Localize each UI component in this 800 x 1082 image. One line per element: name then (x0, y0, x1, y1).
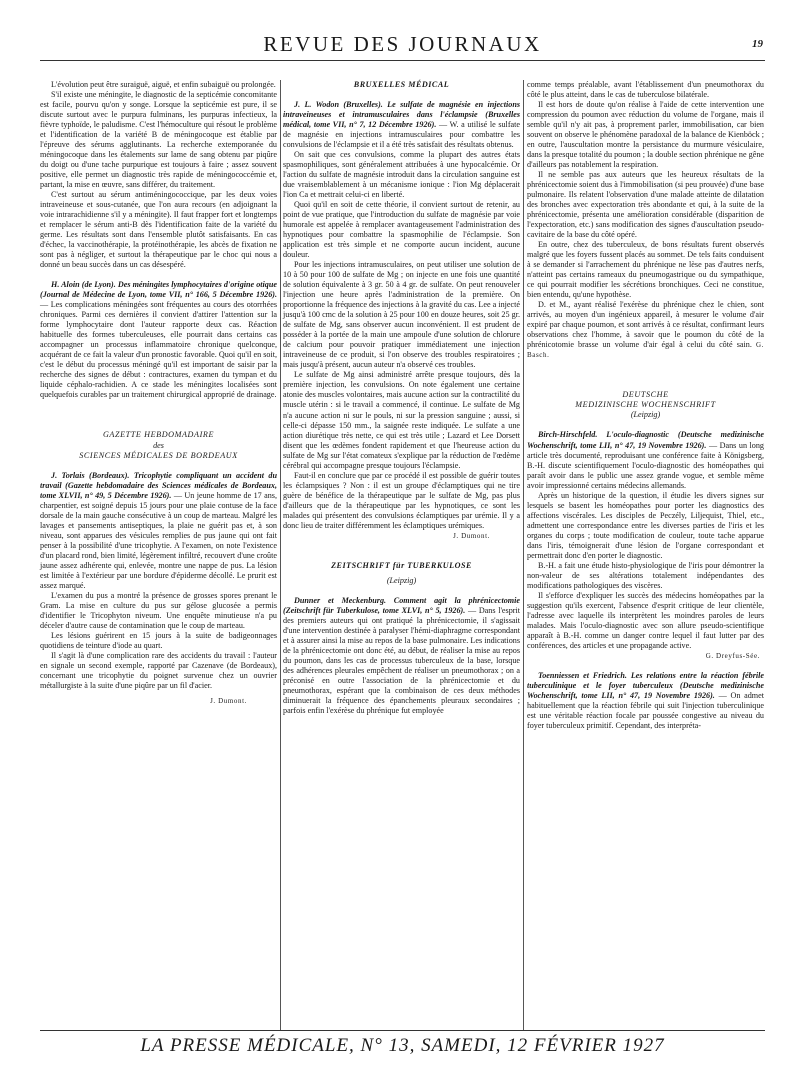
page-footer (40, 1030, 765, 1059)
paragraph: Il s'efforce d'expliquer les succès des médecins homéopathes par la suggestion qu'ils exercent, l'absence d'esprit critique de leur clientèle, l'adresse avec laquelle ils interprètent les moindres paroles de leurs malades. Mais l'oculo-diagnostic avec son allure pseudo-scientifique apparaît à B.-H. comme un danger contre lequel il faut lutter par des conférences, des articles et une propagande active. (527, 590, 764, 650)
article-entry (283, 100, 520, 150)
article-heading: Toenniessen et Friedrich. Les relations entre la réaction fébrile tuberculinique et le foyer tuberculeux (Deutsche medizinische Wochenschrift, tome LII, n° 47, 19 Novembre 1926). (527, 670, 764, 700)
journal-subheading: SCIENCES MÉDICALES DE BORDEAUX (79, 450, 238, 460)
article-entry (527, 430, 764, 490)
article-body: — Les complications méningées sont fréquentes au cours des otorrhées chroniques. Parmi ces dernières il convient d'attirer l'attention sur la forme lymphocytaire dont l'auteur rapporte deux cas. Réaction habituelle des formes tuberculeuses, elle pourrait dans certains cas accompagner un processus inflammatoire chronique quelconque, acquérant de ce fait la valeur d'un pronostic favorable. Quoi qu'il en soit, c'est le début du processus méningé qu'il est important de saisir par la recherche des signes de début : contractures, examen du tympan et du liquide céphalo-rachidien. A ce stade les méningites localisées sont quelquefois curables par un traitement chirurgical approprié de drainage. (40, 300, 277, 400)
article-entry (40, 280, 277, 400)
paragraph: Après un historique de la question, il étudie les divers signes sur lesquels se basent les homéopathes pour porter les diagnostics des affections viscérales. Les disciples de Peczély, Liljequist, Thiel, etc., admettent une correspondance entre les diverses parties de l'iris et les organes du corps ; toute modification de couleur, toute tache apparue dans l'iris, témoignerait d'une lésion de l'organe correspondant et permettrait donc d'en porter le diagnostic. (527, 490, 764, 560)
paragraph: Il ne semble pas aux auteurs que les heureux résultats de la phrénicectomie soient dus à l'immobilisation (si peu prouvée) d'une base pulmonaire. Ils relatent l'observation d'une malade atteinte de dilatation des bronches avec expectoration très abondante et qui, à la suite de la phrénicectomie, présenta une amélioration considérable (disparition de l'expectoration, etc.) sans modification des signes d'auscultation pseudo-cavitaire de la base du côté opéré. (527, 170, 764, 240)
page-number: 19 (752, 38, 763, 50)
signature: J. Dumont. (210, 696, 247, 705)
paragraph (527, 300, 764, 360)
article-heading: Dunner et Meckenburg. Comment agit la phrénicectomie (Zeitschrift für Tuberkulose, tome XLVI, n° 5, 1926). (283, 595, 520, 615)
paragraph: C'est surtout au sérum antiméningococcique, par les deux voies intraveineuse et sous-cutanée, que l'on aura recours (en adjoignant la voie intrarachidienne s'il y a méningite). Il faut frapper fort et longtemps et remplacer le sérum anti-B dès l'identification faite de la variété du germe. Les résultats sont dans l'ensemble plutôt satisfaisants. En cas d'échec, la vaccinothérapie, la protéinothérapie, les abcès de fixation ne sont pas à négliger, et surtout la thérapeutique par le choc qui nous a donné un beau succès dans un cas désespéré. (40, 190, 277, 270)
paragraph: Faut-il en conclure que par ce procédé il est possible de guérir toutes les éclampsiques ? Non : il est un groupe d'éclamptiques qui ne tire guère de bénéfice de la thérapeutique par le sulfate de Mg, pas plus d'ailleurs que de la thérapeutique par les hypnotiques, ce sont les malades qui présentent des convulsions éclamptiques par urémie. Il y a donc lieu de traiter différemment les éclamptiques urémiques. (283, 470, 520, 530)
article-entry (40, 471, 277, 591)
journal-heading: DEUTSCHE (622, 390, 669, 400)
column-right (527, 80, 764, 731)
column-divider (523, 80, 524, 1030)
journal-title: REVUE DES JOURNAUX (263, 32, 542, 56)
article-entry (283, 596, 520, 716)
paragraph: Quoi qu'il en soit de cette théorie, il convient surtout de retenir, au point de vue pratique, que l'introduction du sulfate de magnésie par voie humorale est appelée à remplacer avantageusement l'administration des hypnotiques pour combattre la spasmophilie de l'éclampsie. Son application est très simple et ne comporte aucun incident, aucune douleur. (283, 200, 520, 260)
journal-city: (Leipzig) (630, 410, 661, 420)
page-header (40, 30, 765, 61)
article-body: — Un jeune homme de 17 ans, charpentier, est soigné depuis 15 jours pour une plaie contuse de la face dorsale de la main gauche consécutive à un coup de marteau. Malgré les lavages et pansements antiseptiques, la plaie ne guérit pas et, à son niveau, sont apparues des vésicules remplies de pus jaune qui ont fait penser à la possibilité d'une tricophytie. A l'examen, on note l'existence d'un placard rond, bien limité, légèrement infiltré, recouvert d'une croûte jaune assez adhérente qui, enlevée, montre une nappe de pus. La lésion est limitée à l'extérieur par une bordure d'épiderme décollé. Le prurit est assez marqué. (40, 490, 277, 590)
journal-heading: GAZETTE HEBDOMADAIRE (102, 430, 215, 440)
column-divider (280, 80, 281, 1030)
signature: G. Dreyfus-Sée. (705, 651, 760, 660)
article-heading: J. Torlais (Bordeaux). Tricophytie compliquant un accident du travail (Gazette hebdomadaire des Sciences médicales de Bordeaux, tome XLVII, n° 49, 5 Décembre 1926). (40, 470, 277, 500)
paragraph: Il est hors de doute qu'on réalise à l'aide de cette intervention une compression du poumon avec réduction du volume de l'organe, mais il semble qu'il n'y ait pas, à proprement parler, immobilisation, car bien souvent on observe le phénomène paradoxal de la balance de Kienböck ; en outre, l'auscultation montre la persistance du murmure vésiculaire, dans la presque totalité du poumon ; la double section phrénique ne gêne d'ailleurs pas notablement la respiration. (527, 100, 764, 170)
paragraph: comme temps préalable, avant l'établissement d'un pneumothorax du côté le plus atteint, dans le cas de tuberculose bilatérale. (527, 80, 764, 100)
article-heading: Birch-Hirschfeld. L'oculo-diagnostic (Deutsche medizinische Wochenschrift, tome LII, n° 47, 19 Novembre 1926). (527, 430, 764, 450)
article-entry (527, 671, 764, 731)
article-body: — Dans l'esprit des premiers auteurs qui ont pratiqué la phrénicectomie, il s'agissait d'une intervention destinée à paralyser l'hémi-diaphragme correspondant et à assurer ainsi la mise au repos de la base pulmonaire. Les indications de la phrénicectomie ont donc été, au début, de réaliser la mise au repos du poumon, dans les cas de processus tuberculeux de la base, lorsque des adhérences pleurales empêchent de réaliser un pneumothorax ; on a préconisé en outre l'association de la phrénicectomie et du pneumothorax, espérant que la combinaison de ces deux méthodes diminuerait la fréquence des épanchements pleuraux secondaires ; parfois enfin l'exérèse du phrénique fut employée (283, 605, 520, 715)
paragraph: L'examen du pus a montré la présence de grosses spores prenant le Gram. La mise en culture du pus sur gélose glucosée a permis d'identifier le Tricophyton niveum. Une enquête minutieuse n'a pu déceler d'autre cause de contamination que le coup de marteau. (40, 590, 277, 630)
column-middle (283, 80, 520, 716)
journal-heading: ZEITSCHRIFT für TUBERKULOSE (331, 560, 472, 570)
paragraph: Il s'agit là d'une complication rare des accidents du travail : l'auteur en signale un second exemple, rapporté par Cazenave (de Bordeaux), concernant une tricophytie du poignet survenue chez un ouvrier métallurgiste à la suite d'une piqûre par un fil d'acier. (40, 650, 277, 690)
article-body: — W. a utilisé le sulfate de magnésie en injections intramusculaires pour combattre les convulsions de l'éclampsie et il a été très satisfait des résultats obtenus. (283, 120, 520, 150)
journal-heading: BRUXELLES MÉDICAL (353, 80, 450, 89)
journal-subheading: MEDIZINISCHE WOCHENSCHRIFT (575, 400, 716, 410)
journal-heading-des: des (153, 440, 164, 450)
paragraph-text: D. et M., ayant réalisé l'exérèse du phrénique chez le chien, sont arrivés, au moyen d'un ingénieux appareil, à mesurer le volume d'air expiré par chaque poumon, et sont arrivés à ce résultat, confirmant leurs observations chez l'homme, à savoir que le poumon du côté de la phrénicotomie brasse un volume d'air égal à celui du côté sain. (527, 300, 764, 350)
article-body: — Dans un long article très documenté, reproduisant une conférence faite à Königsberg, B.-H. discute scientifiquement l'oculo-diagnostic des homéopathes qui paraît avoir dans le public une assez grande vogue, et semble même avoir impressionné certains médecins allemands. (527, 440, 764, 490)
paragraph: L'évolution peut être suraiguë, aiguë, et enfin subaiguë ou prolongée. (51, 80, 276, 89)
paragraph: S'il existe une méningite, le diagnostic de la septicémie concomitante est facile, pourvu qu'on y songe. Lorsque la septicémie est pure, il se discute surtout avec le purpura fulminans, les purpuras infectieux, la fièvre typhoïde, le paludisme. C'est l'hémoculture qui résout le problème et l'identification de la variété B de méningocoque est établie par l'épreuve des sérums agglutinants. La recherche extemporanée du méningocoque dans les étalements sur lame de sang obtenu par piqûre du doigt ou d'une tache purpurique est toujours à faire ; assez souvent positive, elle permet un diagnostic très rapide de méningococcémie et, partant, la mise en œuvre, sans différer, du traitement. (40, 90, 277, 190)
article-heading: J. L. Wodon (Bruxelles). Le sulfate de magnésie en injections intraveineuses et intramusculaires dans l'éclampsie (Bruxelles médical, tome VII, n° 7, 12 Décembre 1926). (283, 100, 520, 130)
article-body: — On admet habituellement que la réaction fébrile qui suit l'injection tuberculinique est une véritable réaction focale par poussée congestive au niveau du foyer tuberculeux primitif. Cependant, des interpréta- (527, 690, 764, 730)
paragraph: B.-H. a fait une étude histo-physiologique de l'iris pour démontrer la non-valeur de ses altérations totalement indépendantes des modifications pathologiques des viscères. (527, 560, 764, 590)
signature: G. Basch. (527, 341, 765, 360)
paragraph: Pour les injections intramusculaires, on peut utiliser une solution de 10 à 50 pour 100 de sulfate de Mg ; on injecte en une fois une quantité de solution équivalente à 3 gr. 50 à 4 gr. de sulfate. On peut renouveler l'injection une heure après l'administration de la première. On proportionne la fréquence des injections à la gravité du cas. Lee a injecté jusqu'à 100 cmc de la solution à 25 pour 100 en douze heures, soit 25 gr. de sulfate de Mg, sans observer aucun inconvénient. Il est prudent de posséder à la portée de la main une ampoule d'une solution de chlorure de calcium pour pouvoir pratiquer immédiatement une injection intraveineuse de ce produit, si l'on observe des troubles respiratoires ; mais jusqu'à présent, aucun auteur n'a observé ces troubles. (283, 260, 520, 370)
paragraph: Les lésions guérirent en 15 jours à la suite de badigeonnages quotidiens de teinture d'iode au quart. (40, 630, 277, 650)
footer-title: LA PRESSE MÉDICALE, N° 13, SAMEDI, 12 FÉVRIER 1927 (140, 1035, 665, 1056)
paragraph: On sait que ces convulsions, comme la plupart des autres états spasmophiliques, sont généralement attribuées à une hypocalcémie. Or l'action du sulfate de magnésie introduit dans la circulation sanguine est due vraisemblablement à un mécanisme ionique : l'ion Mg déplacerait l'ion Ca et mettrait celui-ci en liberté. (283, 150, 520, 200)
paragraph: Le sulfate de Mg ainsi administré arrête presque toujours, dès la première injection, les convulsions. On note également une certaine atonie des muscles volontaires, mais aucune action sur la contractilité du muscle utérin : si le travail a commencé, il continue. Le sulfate de Mg n'a aucune action ni sur le pouls, ni sur la pression sanguine ; aussi, si celle-ci dépasse 150 mm., la saignée reste indiquée. Le sulfate a une action diurétique très nette, ce qui est très utile ; Lazard et Lee Dorsett disent que les œdèmes fondent rapidement et que l'heureuse action du sulfate de Mg sur l'état comateux s'explique par la réduction de l'œdème cérébral qui accompagne presque toujours l'éclampsie. (283, 370, 520, 470)
signature: J. Dumont. (453, 531, 490, 540)
journal-city: (Leipzig) (386, 575, 417, 585)
paragraph: En outre, chez des tuberculeux, de bons résultats furent observés malgré que les foyers fussent placés au sommet. De tels faits conduisent à se demander si l'arrachement du phrénique ne lèse pas d'autres nerfs, n'atteint pas certains rameaux du pneumogastrique ou du sympathique, ce qui pourrait modifier les sécrétions bronchiques. Ceci ne constitue, bien entendu, qu'une hypothèse. (527, 240, 764, 300)
article-heading: H. Aloin (de Lyon). Des méningites lymphocytaires d'origine otique (Journal de Médecine de Lyon, tome VII, n° 166, 5 Décembre 1926). (40, 280, 277, 300)
column-left (40, 80, 277, 706)
